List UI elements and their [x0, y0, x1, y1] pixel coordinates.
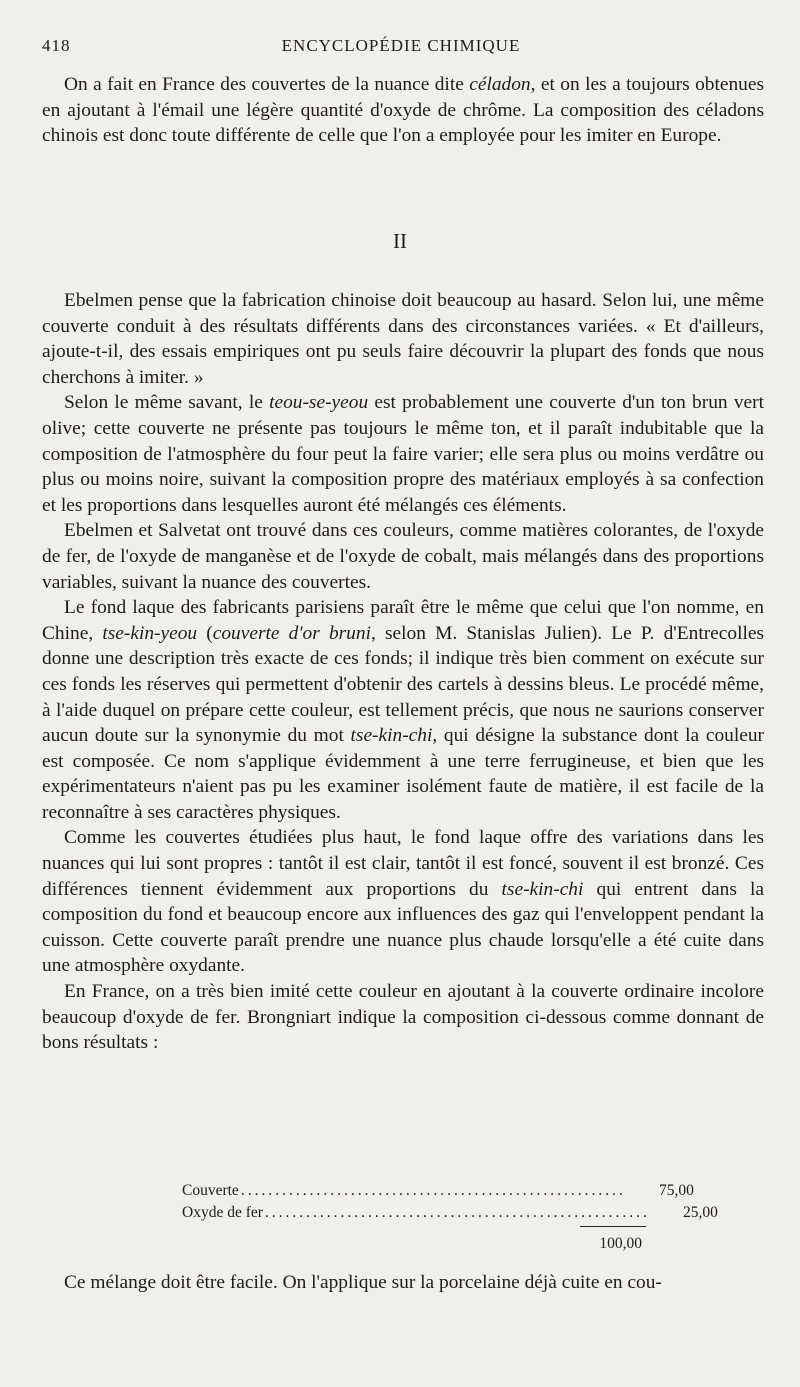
intro-paragraph — [42, 72, 764, 149]
section-heading: II — [393, 229, 407, 253]
composition-label: Oxyde de fer — [182, 1204, 263, 1221]
text-run: Ebelmen et Salvetat ont trouvé dans ces couleurs, comme matières colorantes, de l'oxyde de fer, de l'oxyde de manganèse et de l'oxyde de cobalt, mais mélangés dans des proportions variables, suivant la nuance des couvertes. — [42, 520, 764, 593]
main-text-block — [42, 288, 764, 1056]
text-run: , selon M. Stanislas Julien). Le P. d'Entrecolles donne une description très exacte de ces fonds; il indique très bien comment on exécute sur ces fonds les réserves qui permettent d'obtenir des cartels à dessins bleus. Le procédé même, à l'aide duquel on prépare cette couleur, est tellement précis, que nous ne saurions conserver aucun doute sur la synonymie du mot — [42, 622, 764, 747]
text-run: ( — [197, 622, 213, 644]
text-run: Ebelmen pense que la fabrication chinoise doit beaucoup au hasard. Selon lui, une même couverte conduit à des résultats différents dans des circonstances variées. « Et d'ailleurs, ajoute-t-il, des essais empiriques ont pu seuls faire découvrir la plupart des fonds que nous cherchons à imiter. » — [42, 290, 764, 388]
composition-value: 75,00 — [658, 1182, 694, 1199]
leader-dots: ........................................................ — [264, 1204, 650, 1221]
italic-term: couverte d'or bruni — [212, 622, 371, 644]
page-number: 418 — [42, 36, 71, 55]
text-run: est probablement une couverte d'un ton brun vert olive; cette couverte ne présente pas toujours le même ton, et il paraît indubitable que la composition de l'atmosphère du four peut la faire varier; elle sera plus ou moins verdâtre ou plus ou moins noire, suivant la composition propre des matériaux employés à sa confection et les proportions dans lesquelles auront été mélangés ces éléments. — [42, 392, 764, 516]
italic-term: teou-se-yeou — [269, 392, 369, 414]
text-run: Selon le même savant, le — [64, 392, 270, 414]
text-run: qui entrent dans la composition du fond et beaucoup encore aux influences des gaz qui l'enveloppent pendant la cuisson. Cette couverte paraît prendre une nuance plus chaude lorsqu'elle a été cuite dans une atmosphère oxydante. — [42, 878, 764, 977]
composition-label: Couverte — [182, 1182, 239, 1199]
composition-row — [182, 1202, 718, 1224]
paragraph-ebelmen-hasard — [42, 288, 764, 390]
leader-dots: ........................................................ — [240, 1182, 626, 1199]
italic-term: tse-kin-chi — [350, 725, 433, 747]
italic-term: tse-kin-chi — [501, 878, 584, 900]
sum-rule — [580, 1226, 646, 1227]
paragraph-brongniart — [42, 979, 764, 1056]
closing-block — [42, 1270, 764, 1296]
intro-block — [42, 72, 764, 149]
italic-term: tse-kin-yeou — [102, 622, 198, 644]
composition-value: 25,00 — [683, 1204, 718, 1221]
paragraph-fond-laque — [42, 595, 764, 825]
composition-table — [182, 1180, 718, 1255]
composition-total: 100,00 — [599, 1235, 642, 1252]
text-run: Comme les couvertes étudiées plus haut, le fond laque offre des variations dans les nuances qui lui sont propres : tantôt il est clair, tantôt il est foncé, souvent il est bronzé. Ces différences tiennent évidemment aux proportions du — [42, 827, 764, 900]
italic-term: céladon — [469, 74, 531, 95]
text-run: En France, on a très bien imité cette couleur en ajoutant à la couverte ordinaire incolore beaucoup d'oxyde de fer. Brongniart indique la composition ci-dessous comme donnant de bons résultats : — [42, 981, 764, 1054]
running-title: ENCYCLOPÉDIE CHIMIQUE — [281, 36, 521, 55]
text-run: On a fait en France des couvertes de la nuance dite — [64, 74, 470, 95]
page-header — [42, 36, 760, 62]
paragraph-teou-se-yeou — [42, 390, 764, 518]
paragraph-matieres-colorantes — [42, 518, 764, 595]
composition-row — [182, 1180, 694, 1202]
text-run: , et on les a toujours obtenues en ajoutant à l'émail une légère quantité d'oxyde de chrôme. La composition des céladons chinois est donc toute différente de celle que l'on a employée pour les imiter en Europe. — [42, 74, 765, 147]
closing-paragraph: Ce mélange doit être facile. On l'applique sur la porcelaine déjà cuite en cou- — [64, 1272, 662, 1293]
text-run: , qui désigne la substance dont la couleur est composée. Ce nom s'applique évidemment à une terre ferrugineuse, et bien que les expérimentateurs n'aient pas pu les examiner isolément faute de matière, il est facile de la reconnaître à ses caractères physiques. — [42, 725, 764, 823]
text-run: Le fond laque des fabricants parisiens paraît être le même que celui que l'on nomme, en Chine, — [42, 597, 764, 644]
paragraph-variations — [42, 825, 764, 979]
